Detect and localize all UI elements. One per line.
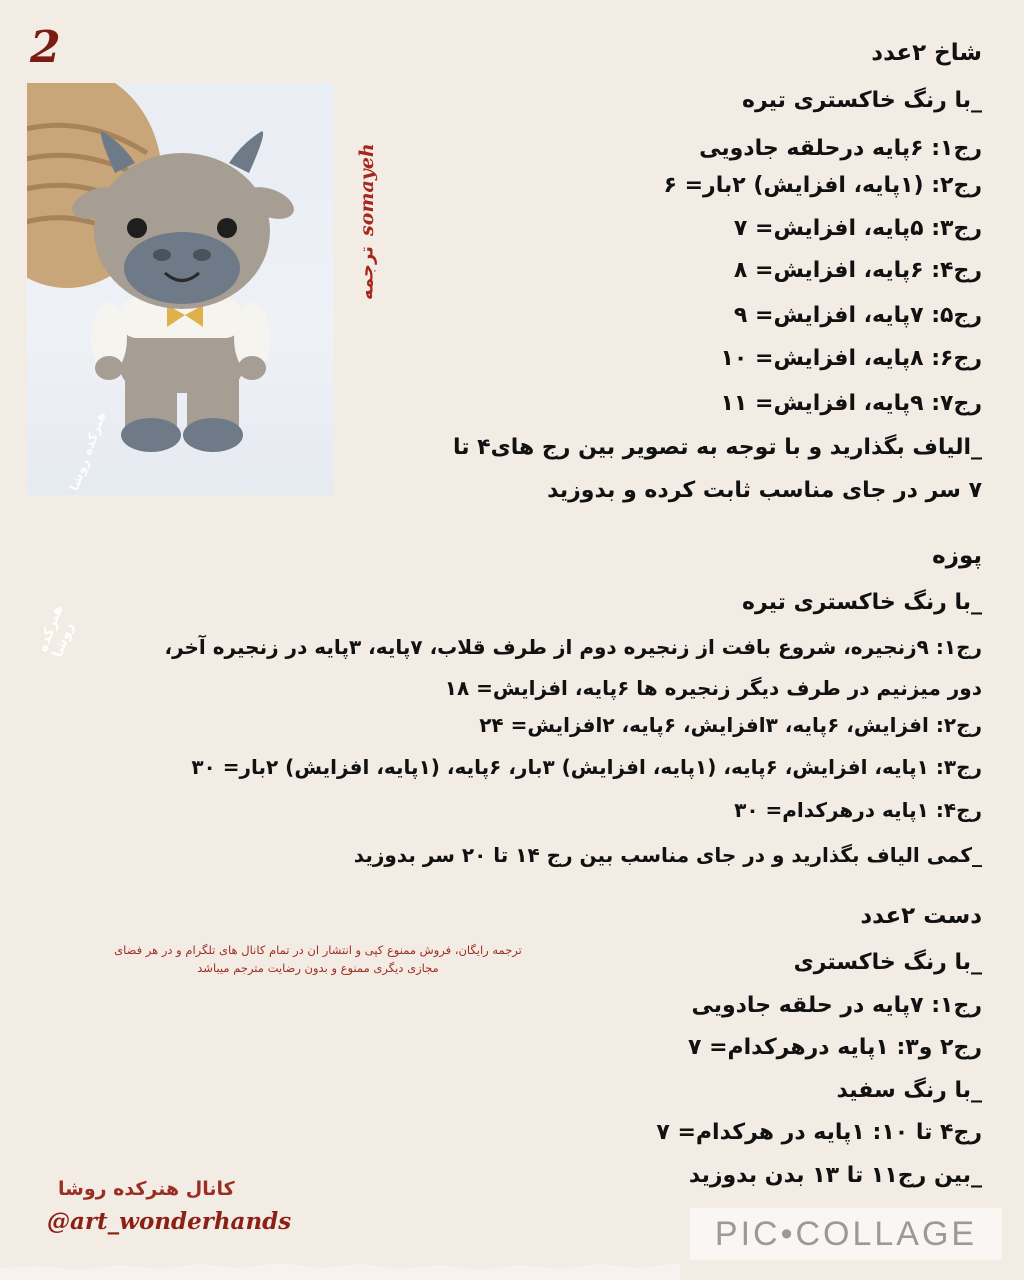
translator-word: ترجمه	[356, 246, 378, 300]
arm-title: دست ۲عدد	[860, 903, 982, 929]
horn-line: _الیاف بگذارید و با توجه به تصویر بین رج های۴ تا	[452, 435, 982, 460]
horn-line: رج۱: ۶پایه درحلقه جادویی	[699, 136, 982, 161]
horn-line: رج۴: ۶پایه، افزایش= ۸	[733, 258, 982, 283]
copyright-line: مجازی دیگری ممنوع و بدون رضایت مترجم میباشد	[197, 960, 439, 975]
cow-illustration	[27, 83, 334, 495]
piccollage-watermark: PIC•COLLAGE	[690, 1208, 1002, 1260]
muzzle-line: رج۱: ۹زنجیره، شروع بافت از زنجیره دوم از طرف قلاب، ۷پایه، ۳پایه در زنجیره آخر،	[164, 635, 982, 659]
horn-line: _با رنگ خاکستری تیره	[742, 88, 982, 113]
horn-line: رج۲: (۱پایه، افزایش) ۲بار= ۶	[663, 173, 982, 198]
arm-line: رج۲ و۳: ۱پایه درهرکدام= ۷	[687, 1035, 982, 1060]
arm-line: _بین رج۱۱ تا ۱۳ بدن بدوزید	[688, 1163, 982, 1188]
muzzle-line: رج۲: افزایش، ۶پایه، ۳افزایش، ۶پایه، ۲افزایش= ۲۴	[479, 713, 982, 737]
arm-line: _با رنگ خاکستری	[793, 950, 982, 975]
horn-title: شاخ ۲عدد	[871, 40, 982, 66]
translator-name: somayeh	[356, 143, 378, 237]
horn-line: رج۳: ۵پایه، افزایش= ۷	[733, 216, 982, 241]
horn-line: ۷ سر در جای مناسب ثابت کرده و بدوزید	[547, 478, 982, 503]
horn-line: رج۶: ۸پایه، افزایش= ۱۰	[720, 346, 982, 371]
photo-watermark: هنرکده روشا	[67, 410, 110, 494]
channel-handle[interactable]: @art_wonderhands	[47, 1208, 292, 1235]
arm-line: رج۱: ۷پایه در حلقه جادویی	[691, 993, 982, 1018]
channel-name: کانال هنرکده روشا	[58, 1178, 235, 1200]
horn	[229, 131, 263, 173]
translator-credit	[352, 100, 382, 300]
horn-line: رج۵: ۷پایه، افزایش= ۹	[733, 303, 982, 328]
muzzle-line: دور میزنیم در طرف دیگر زنجیره ها ۶پایه، افزایش= ۱۸	[444, 676, 982, 700]
copyright-notice	[38, 942, 598, 978]
arm-line: رج۴ تا ۱۰: ۱پایه در هرکدام= ۷	[656, 1120, 982, 1145]
horn-line: رج۷: ۹پایه، افزایش= ۱۱	[720, 391, 982, 416]
muzzle-line: رج۴: ۱پایه درهرکدام= ۳۰	[734, 798, 982, 822]
amigurumi-cow-photo	[27, 83, 334, 495]
muzzle-line: _با رنگ خاکستری تیره	[742, 590, 982, 615]
muzzle-title: پوزه	[932, 543, 982, 569]
page-number: 2	[30, 22, 61, 73]
muzzle-line: _کمی الیاف بگذارید و در جای مناسب بین رج ۱۴ تا ۲۰ سر بدوزید	[353, 843, 982, 867]
muzzle-line: رج۳: ۱پایه، افزایش، ۶پایه، (۱پایه، افزایش) ۳بار، ۶پایه، (۱پایه، افزایش) ۲بار= ۳۰	[191, 755, 982, 779]
copyright-line: ترجمه رایگان، فروش ممنوع کپی و انتشار ان در تمام کانال های تلگرام و در هر فضای	[114, 943, 522, 957]
arm-line: _با رنگ سفید	[836, 1078, 982, 1103]
cow-muzzle	[124, 232, 240, 304]
side-watermark: هنرکده روشا	[34, 603, 78, 660]
